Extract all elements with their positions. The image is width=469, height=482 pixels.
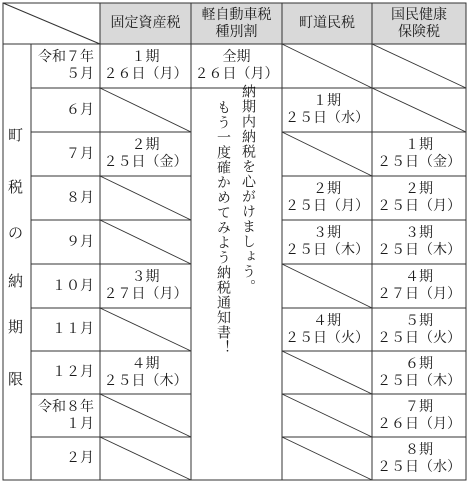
side-label-char: 納: [7, 272, 23, 290]
health-cell: [372, 351, 466, 394]
fixed_asset-cell-line: ２５日（木）: [103, 372, 188, 389]
side-label-char: の: [7, 224, 23, 242]
fixed_asset-cell: [100, 132, 191, 176]
health-cell-line: １期: [405, 137, 433, 153]
fixed_asset-cell-line: ２６日（月）: [103, 66, 188, 82]
month-cell: [31, 132, 100, 176]
health-cell: [372, 264, 466, 308]
fixed_asset-cell: [100, 351, 191, 394]
fixed_asset-empty-diagonal: [100, 176, 191, 220]
health-cell: [372, 308, 466, 351]
month-cell-line: ２月: [66, 450, 94, 466]
health-cell-line: ４期: [405, 269, 433, 285]
health-cell-line: ６期: [405, 355, 433, 372]
month-cell: [31, 351, 100, 394]
side-label-char: 町: [7, 126, 23, 144]
month-cell-line: １０月: [52, 277, 94, 294]
header-light-vehicle-line: 種別割: [215, 23, 258, 40]
health-cell: [372, 176, 466, 220]
resident-cell: [282, 308, 372, 351]
health-cell-line: ８期: [405, 441, 433, 458]
side-label-char: 期: [7, 318, 23, 336]
header-health-line: 国民健康: [391, 6, 447, 23]
fixed_asset-empty-diagonal: [100, 220, 191, 264]
month-cell: [31, 308, 100, 351]
resident-empty-diagonal: [282, 132, 372, 176]
health-empty-diagonal: [372, 88, 466, 132]
health-cell-line: ２期: [405, 181, 433, 197]
light-vehicle-cell-line: ２６日（月）: [194, 66, 279, 82]
header-resident-line: 町道民税: [299, 15, 355, 31]
health-cell: [372, 220, 466, 264]
resident-cell: [282, 176, 372, 220]
health-cell-line: ２５日（火）: [377, 329, 461, 346]
health-cell-line: ２６日（月）: [377, 415, 461, 432]
side-label-char: 税: [7, 178, 23, 196]
month-cell-line: ６月: [66, 101, 94, 118]
month-cell: [31, 437, 100, 480]
resident-empty-diagonal: [282, 44, 372, 88]
health-cell-line: ２５日（水）: [377, 458, 461, 475]
month-cell: [31, 394, 100, 437]
header-resident: [282, 3, 372, 44]
resident-empty-diagonal: [282, 394, 372, 437]
health-cell-line: ２５日（金）: [377, 154, 461, 170]
fixed_asset-cell-line: １期: [131, 49, 160, 65]
header-fixed-asset: [100, 3, 191, 44]
month-cell: [31, 176, 100, 220]
health-cell-line: ７期: [405, 398, 433, 415]
month-cell-line: 令和８年: [38, 398, 94, 415]
month-cell-line: ９月: [66, 233, 94, 250]
month-cell-line: １１月: [52, 321, 94, 337]
resident-cell: [282, 220, 372, 264]
header-light-vehicle: [191, 3, 282, 44]
resident-cell-line: ２５日（水）: [285, 110, 369, 126]
month-cell: [31, 220, 100, 264]
corner-diagonal: [3, 3, 100, 44]
resident-cell-line: ３期: [313, 225, 341, 241]
health-cell-line: ２７日（月）: [377, 286, 461, 302]
month-cell: [31, 44, 100, 88]
resident-cell-line: ２５日（月）: [285, 198, 369, 214]
fixed_asset-cell-line: ２期: [131, 137, 160, 153]
resident-cell-line: ２５日（火）: [285, 329, 369, 346]
resident-cell-line: ２期: [313, 181, 341, 197]
light-vehicle-cell: [191, 44, 282, 88]
month-cell-line: １月: [66, 415, 94, 432]
month-cell-line: 令和７年: [38, 49, 94, 65]
resident-cell: [282, 88, 372, 132]
health-empty-diagonal: [372, 44, 466, 88]
side-label-char: 限: [7, 370, 23, 388]
health-cell-line: ２５日（木）: [377, 372, 461, 389]
resident-cell-line: １期: [313, 93, 341, 109]
header-fixed-asset-line: 固定資産税: [110, 15, 181, 31]
resident-empty-diagonal: [282, 264, 372, 308]
fixed_asset-cell-line: ２５日（金）: [103, 154, 188, 170]
fixed_asset-empty-diagonal: [100, 394, 191, 437]
month-cell: [31, 264, 100, 308]
light-vehicle-cell-line: 全期: [222, 49, 251, 65]
fixed_asset-cell: [100, 44, 191, 88]
fixed_asset-cell: [100, 264, 191, 308]
health-cell: [372, 132, 466, 176]
month-cell-line: ７月: [66, 145, 94, 162]
resident-cell-line: ２５日（木）: [285, 242, 369, 258]
fixed_asset-cell-line: ４期: [131, 355, 160, 372]
health-cell-line: ２５日（木）: [377, 242, 461, 258]
fixed_asset-empty-diagonal: [100, 437, 191, 480]
resident-cell-line: ４期: [313, 312, 341, 329]
fixed_asset-empty-diagonal: [100, 88, 191, 132]
header-health-line: 保険税: [398, 23, 440, 40]
health-cell: [372, 394, 466, 437]
health-cell-line: ３期: [405, 225, 433, 241]
header-light-vehicle-line: 軽自動車税: [201, 6, 272, 23]
header-health: [372, 3, 466, 44]
health-cell-line: ５期: [405, 312, 433, 329]
health-cell-line: ２５日（月）: [377, 198, 461, 214]
resident-empty-diagonal: [282, 437, 372, 480]
health-cell: [372, 437, 466, 480]
resident-empty-diagonal: [282, 351, 372, 394]
month-cell-line: ５月: [66, 66, 94, 82]
light-vehicle-message-2: もう一度確かめてみよう納税通知書！: [215, 100, 231, 355]
month-cell-line: ８月: [66, 189, 94, 206]
fixed_asset-empty-diagonal: [100, 308, 191, 351]
month-cell-line: １２月: [52, 364, 94, 380]
fixed_asset-cell-line: ２７日（月）: [103, 286, 188, 302]
light-vehicle-message-1: 納期内納税を心がけましょう。: [240, 84, 256, 294]
fixed_asset-cell-line: ３期: [131, 269, 160, 285]
month-cell: [31, 88, 100, 132]
